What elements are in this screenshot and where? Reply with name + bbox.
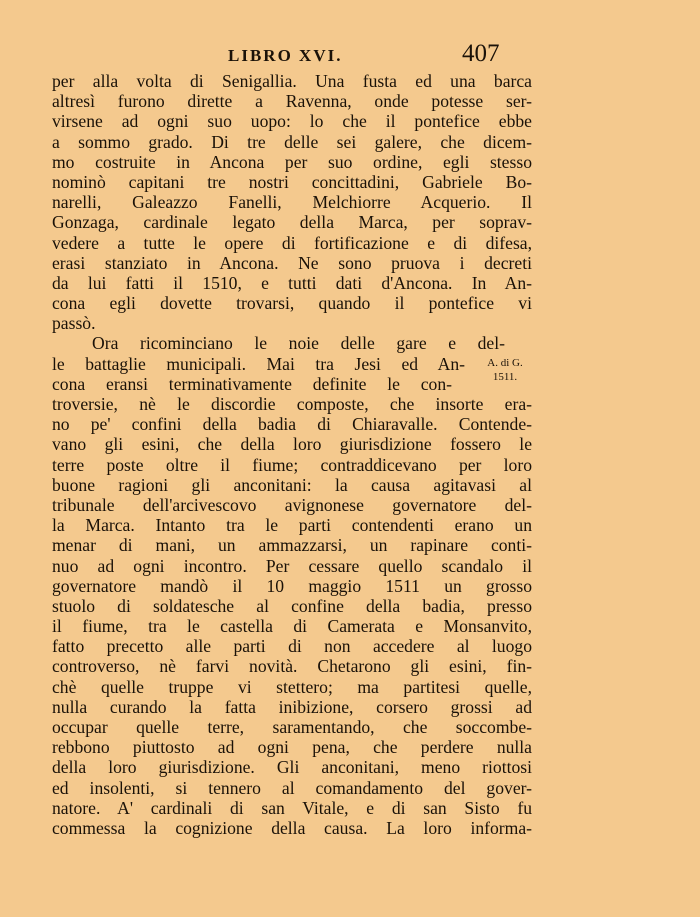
text-line: stuolo di soldatesche al confine della badia, presso	[52, 595, 532, 616]
paragraph-1	[52, 71, 532, 333]
paragraph-2	[52, 333, 532, 838]
margin-note-label: A. di G.	[487, 357, 523, 369]
text-line: ed insolenti, si tennero al comandamento del gover-	[52, 777, 532, 798]
text-line: la Marca. Intanto tra le parti contendenti erano un	[52, 515, 532, 536]
text-line: commessa la cognizione della causa. La loro informa-	[52, 817, 532, 838]
text-line: controverso, nè farvi novità. Chetarono gli esini, fin-	[52, 656, 532, 677]
text-line: terre poste oltre il fiume; contraddicevano per loro	[52, 454, 532, 475]
text-line: natore. A' cardinali di san Vitale, e di san Sisto fu	[52, 797, 532, 818]
text-line: nominò capitani tre nostri concittadini, Gabriele Bo-	[52, 171, 532, 192]
page-header	[0, 40, 700, 70]
text-line: nulla curando la fatta inibizione, corsero grossi ad	[52, 696, 532, 717]
text-line: no pe' confini della badia di Chiaravalle. Contende-	[52, 414, 532, 435]
text-line: rebbono piuttosto ad ogni pena, che perdere nulla	[52, 737, 532, 758]
text-line: vano gli esini, che della loro giurisdizione fossero le	[52, 434, 532, 455]
text-line: buone ragioni gli anconitani: la causa agitavasi al	[52, 474, 532, 495]
text-line: cona egli dovette trovarsi, quando il pontefice vi	[52, 293, 532, 314]
text-line: vedere a tutte le opere di fortificazione e di difesa,	[52, 232, 532, 253]
text-line: della loro giurisdizione. Gli anconitani, meno riottosi	[52, 757, 532, 778]
text-line: fatto precetto alle parti di non accedere al luogo	[52, 636, 532, 657]
text-line: passò.	[52, 313, 96, 334]
text-line: mo costruite in Ancona per suo ordine, egli stesso	[52, 151, 532, 172]
text-line: occupar quelle terre, saramentando, che soccombe-	[52, 717, 532, 737]
text-line: cona eransi terminativamente definite le con-	[52, 373, 452, 394]
page-number: 407	[462, 40, 500, 67]
text-line: narelli, Galeazzo Fanelli, Melchiorre Acquerio. Il	[52, 192, 532, 213]
text-line: per alla volta di Senigallia. Una fusta ed una barca	[52, 71, 532, 91]
text-line: chè quelle truppe vi stettero; ma partitesi quelle,	[52, 676, 532, 697]
text-line: virsene ad ogni suo uopo: lo che il pontefice ebbe	[52, 111, 532, 132]
text-line: tribunale dell'arcivescovo avignonese governatore del-	[52, 494, 532, 515]
text-line: a sommo grado. Di tre delle sei galere, che dicem-	[52, 131, 532, 152]
text-line: governatore mandò il 10 maggio 1511 un grosso	[52, 575, 532, 596]
text-line: menar di mani, un ammazzarsi, un rapinare conti-	[52, 535, 532, 556]
text-line: altresì furono dirette a Ravenna, onde potesse ser-	[52, 91, 532, 112]
text-line: nuo ad ogni incontro. Per cessare quello scandalo il	[52, 555, 532, 576]
text-line: il fiume, tra le castella di Camerata e Monsanvito,	[52, 616, 532, 637]
body-text	[52, 71, 532, 838]
text-line: erasi stanziato in Ancona. Ne sono pruova i decreti	[52, 252, 532, 273]
text-line: troversie, nè le discordie composte, che insorte era-	[52, 394, 532, 414]
margin-note-year-value: 1511.	[492, 371, 518, 383]
text-line: Ora ricominciano le noie delle gare e del-	[92, 333, 505, 354]
text-line: Gonzaga, cardinale legato della Marca, per soprav-	[52, 212, 532, 233]
running-head: LIBRO XVI.	[228, 46, 343, 65]
text-line: da lui fatti il 1510, e tutti dati d'Ancona. In An-	[52, 272, 532, 293]
text-line: le battaglie municipali. Mai tra Jesi ed An-	[52, 353, 465, 374]
